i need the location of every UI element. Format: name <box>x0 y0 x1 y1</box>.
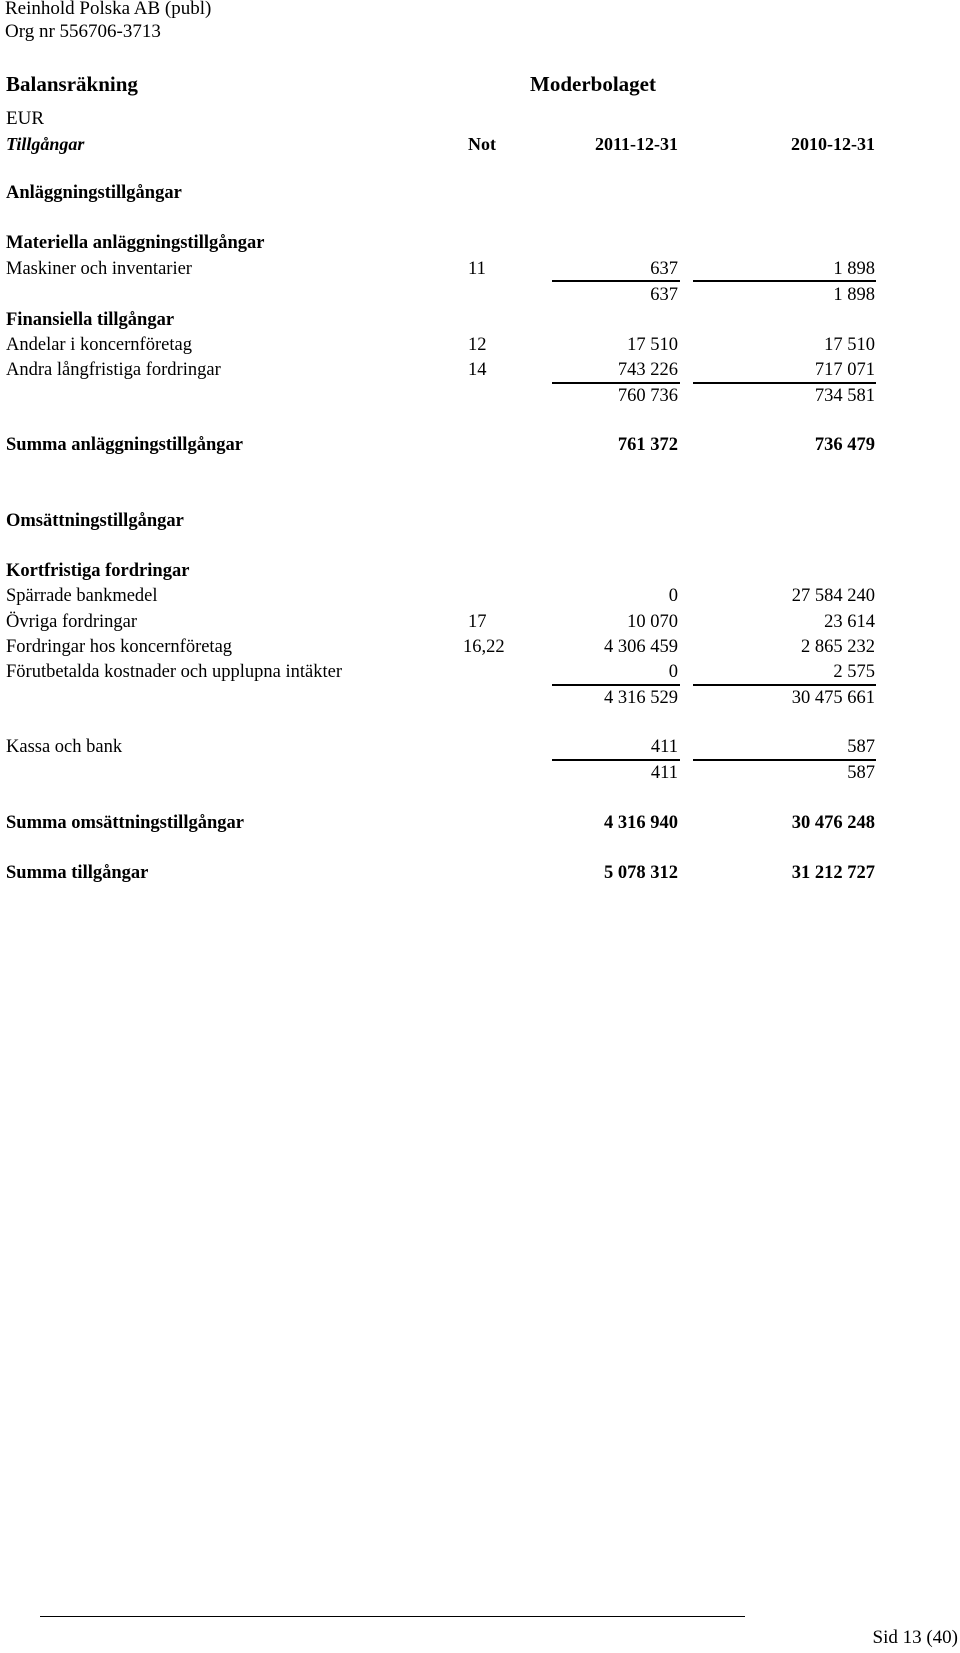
page-number: Sid 13 (40) <box>872 1627 958 1648</box>
total-value-2011: 761 372 <box>617 435 678 455</box>
row-value-2011: 10 070 <box>627 612 678 632</box>
row-label: Spärrade bankmedel <box>6 586 158 606</box>
row-label: Andra långfristiga fordringar <box>6 360 221 380</box>
total-label-current-assets: Summa omsättningstillgångar <box>6 813 244 833</box>
row-note: 12 <box>468 335 487 355</box>
subsection-heading-financial: Finansiella tillgångar <box>6 310 175 330</box>
subtotal-rule-2011 <box>552 280 680 282</box>
subtotal-value-2011: 637 <box>650 285 678 305</box>
section-heading-current-assets: Omsättningstillgångar <box>6 511 184 531</box>
row-value-2010: 1 898 <box>833 259 875 279</box>
footer-rule <box>40 1616 745 1617</box>
subtotal-rule-2010 <box>693 684 876 686</box>
subtotal-value-2010: 30 475 661 <box>791 688 875 708</box>
row-value-2010: 17 510 <box>824 335 875 355</box>
row-label: Kassa och bank <box>6 737 123 757</box>
row-value-2010: 717 071 <box>814 360 875 380</box>
row-label: Maskiner och inventarier <box>6 259 192 279</box>
subtotal-value-2010: 587 <box>847 763 875 783</box>
total-label-fixed-assets: Summa anläggningstillgångar <box>6 435 243 455</box>
subtotal-rule-2010 <box>693 280 876 282</box>
total-value-2011: 4 316 940 <box>604 813 678 833</box>
total-label-assets: Summa tillgångar <box>6 863 149 883</box>
total-value-2010: 736 479 <box>814 435 875 455</box>
row-note: 17 <box>468 612 487 632</box>
col-header-note: Not <box>468 134 496 154</box>
subsection-heading-receivables: Kortfristiga fordringar <box>6 561 190 581</box>
row-label: Fordringar hos koncernföretag <box>6 637 233 657</box>
subtotal-value-2010: 734 581 <box>814 386 875 406</box>
total-assets-value-2010: 31 212 727 <box>791 863 875 883</box>
row-value-2011: 411 <box>650 737 678 757</box>
row-value-2011: 637 <box>650 259 678 279</box>
col-header-2011: 2011-12-31 <box>595 134 678 154</box>
subtotal-value-2010: 1 898 <box>833 285 875 305</box>
side-heading: Tillgångar <box>6 134 85 154</box>
subtotal-rule-2010 <box>693 759 876 761</box>
row-note: 16,22 <box>463 637 505 657</box>
row-label: Förutbetalda kostnader och upplupna intäkter <box>6 662 342 682</box>
row-value-2010: 2 865 232 <box>801 637 875 657</box>
total-assets-value-2011: 5 078 312 <box>604 863 678 883</box>
statement-title: Balansräkning <box>6 72 138 96</box>
row-value-2010: 587 <box>847 737 875 757</box>
subsection-heading-tangible: Materiella anläggningstillgångar <box>6 233 265 253</box>
row-value-2011: 4 306 459 <box>604 637 678 657</box>
subtotal-value-2011: 760 736 <box>617 386 678 406</box>
entity-title: Moderbolaget <box>530 72 656 96</box>
row-label: Andelar i koncernföretag <box>6 335 192 355</box>
subtotal-value-2011: 4 316 529 <box>604 688 678 708</box>
currency-label: EUR <box>6 108 44 129</box>
row-note: 11 <box>468 259 486 279</box>
row-value-2010: 23 614 <box>824 612 875 632</box>
total-value-2010: 30 476 248 <box>791 813 875 833</box>
row-value-2011: 17 510 <box>627 335 678 355</box>
row-value-2010: 27 584 240 <box>791 586 875 606</box>
row-label: Övriga fordringar <box>6 612 137 632</box>
row-note: 14 <box>468 360 487 380</box>
subtotal-rule-2010 <box>693 382 876 384</box>
col-header-2010: 2010-12-31 <box>791 134 875 154</box>
subtotal-rule-2011 <box>552 382 680 384</box>
row-value-2011: 0 <box>668 662 678 682</box>
subtotal-rule-2011 <box>552 684 680 686</box>
company-name: Reinhold Polska AB (publ) <box>5 0 212 19</box>
section-heading-fixed-assets: Anläggningstillgångar <box>6 183 182 203</box>
org-number: Org nr 556706-3713 <box>5 21 161 42</box>
subtotal-value-2011: 411 <box>650 763 678 783</box>
row-value-2010: 2 575 <box>833 662 875 682</box>
row-value-2011: 0 <box>668 586 678 606</box>
row-value-2011: 743 226 <box>617 360 678 380</box>
subtotal-rule-2011 <box>552 759 680 761</box>
